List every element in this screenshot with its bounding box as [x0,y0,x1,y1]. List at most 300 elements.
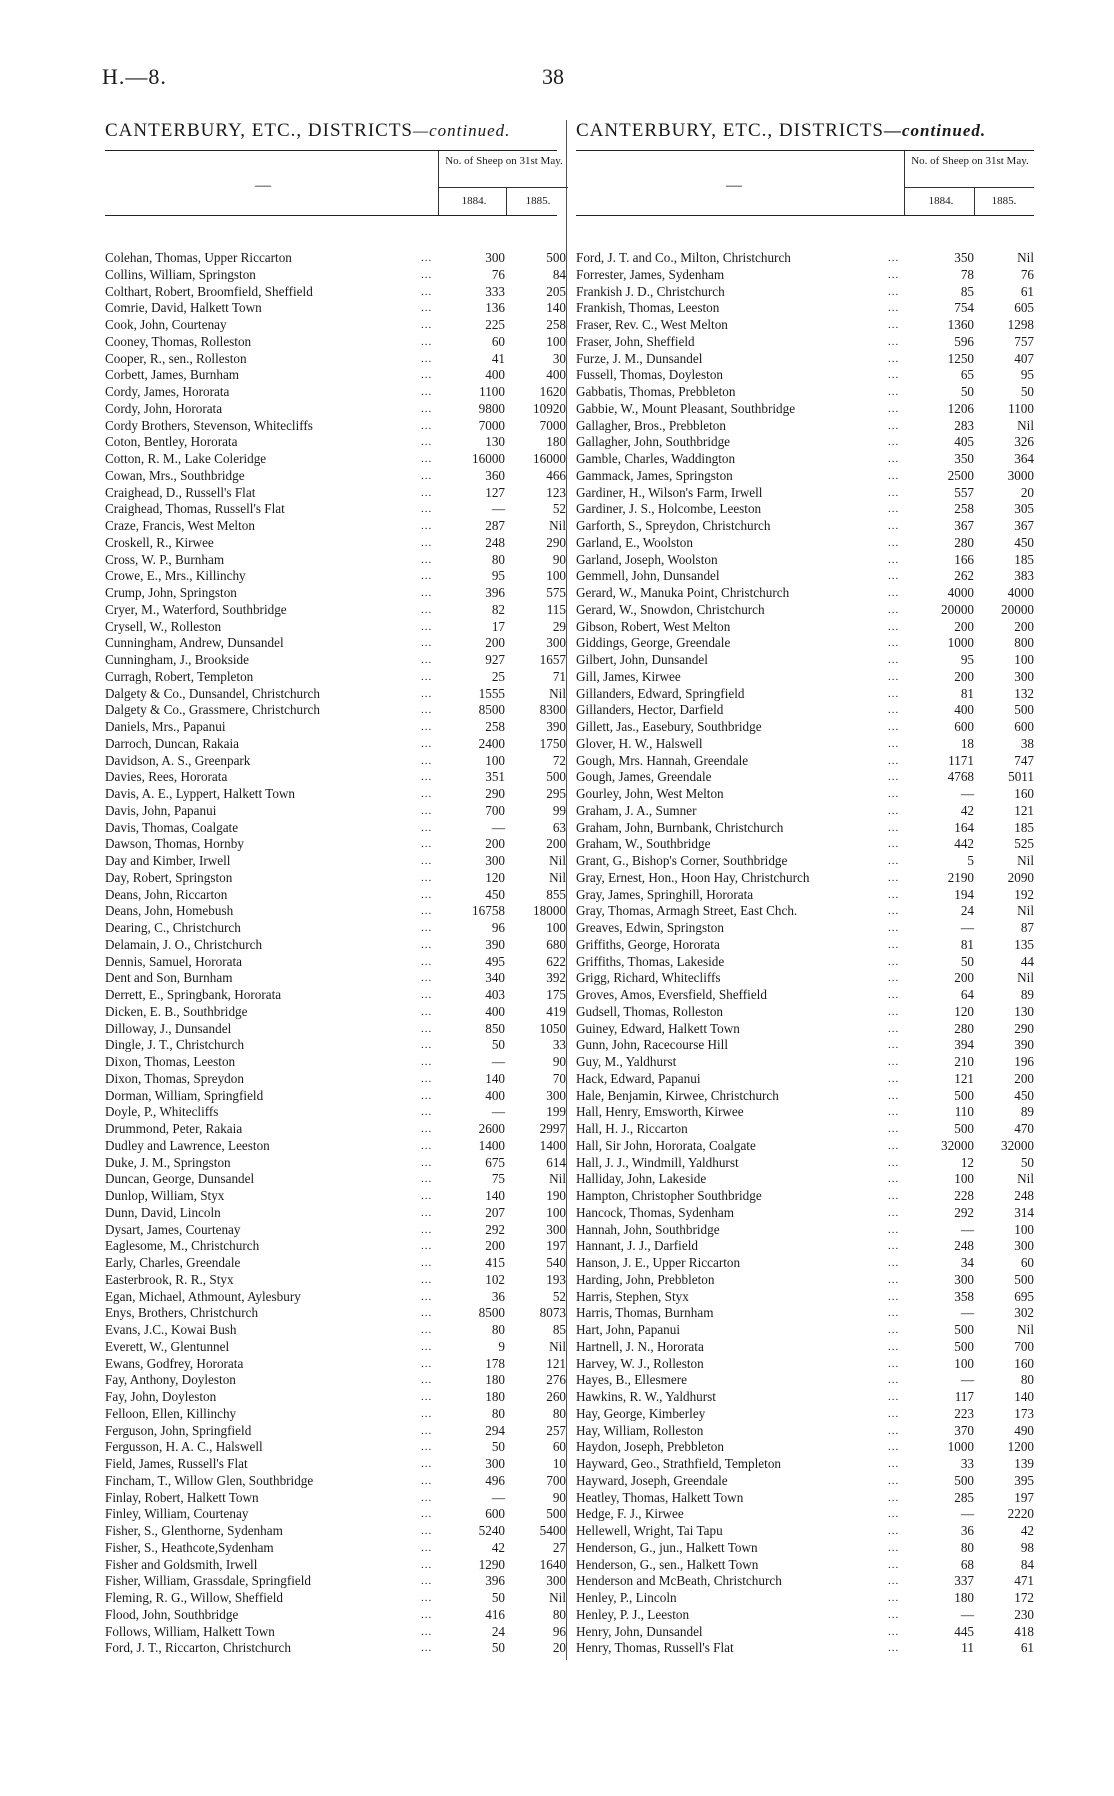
leader-dots: ... [888,637,900,650]
table-row [105,869,566,887]
table-row [105,501,566,518]
table-row [105,1489,566,1507]
sheep-1885: 197 [1014,1489,1034,1505]
sheep-1884: 50 [491,1640,505,1656]
year-1885-heading: 1885. [991,195,1017,207]
sheep-1885: 98 [1020,1539,1034,1555]
sheep-1885: 500 [546,250,566,265]
sheep-1885: 100 [546,1204,566,1220]
sheep-1885: 70 [552,1070,566,1086]
sheep-1885: Nil [549,1171,566,1187]
leader-dots: ... [421,503,433,516]
sheep-1884: — [960,1221,974,1237]
sheep-1885: Nil [549,853,566,868]
table-row [576,1255,1034,1272]
sheep-1884: 25 [491,668,505,684]
sheep-1885: 230 [1014,1606,1034,1622]
sheep-1884: 50 [960,384,974,399]
leader-dots: ... [421,252,433,264]
leader-dots: ... [421,1005,433,1018]
sheep-1884: 200 [954,970,974,986]
table-row [576,418,1034,435]
leader-dots: ... [888,804,900,817]
sheep-1885: 205 [546,283,566,299]
farmer-name: Coton, Bentley, Hororata [105,434,238,450]
sheep-1885: 185 [1014,819,1034,835]
table-row [576,1071,1034,1088]
sheep-1885: 700 [1014,1338,1034,1354]
leader-dots: ... [888,536,900,549]
year-1884-heading: 1884. [928,195,954,207]
table-row [105,1590,566,1607]
table-row [576,1523,1034,1540]
table-row [105,970,566,987]
table-row [105,1104,566,1121]
sheep-1885: 300 [546,1221,566,1237]
leader-dots: ... [888,369,900,382]
sheep-1885: 96 [552,1623,566,1639]
sheep-1885: Nil [1017,1171,1034,1187]
leader-dots: ... [888,1173,900,1186]
leader-dots: ... [421,1508,433,1521]
table-row [576,669,1034,686]
sheep-1884: 140 [485,1070,505,1086]
leader-dots: ... [888,285,900,298]
sheep-1884: 294 [485,1422,505,1438]
table-row [576,719,1034,736]
leader-dots: ... [421,704,433,717]
sheep-1885: 33 [552,1037,566,1053]
leader-dots: ... [888,821,900,834]
leader-dots: ... [421,402,433,415]
sheep-1884: 50 [960,953,974,969]
sheep-1884: 1290 [478,1556,505,1572]
leader-dots: ... [888,1458,900,1470]
leader-dots: ... [888,905,900,918]
leader-dots: ... [888,386,900,398]
farmer-name: Dixon, Thomas, Leeston [105,1054,236,1069]
leader-dots: ... [421,553,433,566]
sheep-1885: 300 [1014,1238,1034,1254]
sheep-1884: 1206 [947,400,974,416]
sheep-1884: 81 [960,685,974,701]
farmer-name: Fisher, S., Glenthorne, Sydenham [105,1523,283,1538]
leader-dots: ... [421,955,433,968]
table-row [576,1138,1034,1155]
sheep-1885: 175 [546,987,566,1002]
table-row [576,803,1034,820]
farmer-name: Dorman, William, Springfield [105,1087,264,1103]
sheep-1884: 300 [954,1271,974,1287]
leader-dots: ... [888,1156,900,1169]
leader-dots: ... [421,989,433,1001]
sheep-1885: 89 [1020,1104,1034,1120]
farmer-name: Hack, Edward, Papanui [576,1070,701,1086]
table-row [576,1188,1034,1205]
farmer-name: Dysart, James, Courtenay [105,1221,241,1237]
sheep-1885: 450 [1014,1087,1034,1103]
sheep-1884: 95 [960,652,974,667]
leader-dots: ... [888,1558,900,1571]
sheep-1884: 367 [954,518,974,533]
farmer-name: Crowe, E., Mrs., Killinchy [105,568,246,584]
table-row [105,317,566,334]
sheep-1884: 290 [485,786,505,801]
table-row [576,853,1034,870]
table-row [105,1405,566,1423]
sheep-1884: 110 [954,1104,974,1120]
farmer-name: Cooper, R., sen., Rolleston [105,350,247,366]
farmer-name: Hart, John, Papanui [576,1322,681,1337]
sheep-1885: 80 [552,1606,566,1622]
leader-dots: ... [421,603,433,616]
sheep-1884: 36 [491,1288,505,1304]
farmer-name: Dent and Son, Burnham [105,970,233,986]
table-row [105,1439,566,1456]
sheep-1885: 192 [1014,886,1034,902]
sheep-1885: 305 [1014,501,1034,517]
leader-dots: ... [421,855,433,867]
leader-dots: ... [421,1022,433,1035]
sheep-1885: 395 [1014,1472,1034,1488]
farmer-name: Drummond, Peter, Rakaia [105,1121,243,1136]
leader-dots: ... [888,469,900,482]
farmer-name: Crump, John, Springston [105,585,237,600]
sheep-1885: 500 [1014,702,1034,718]
leader-dots: ... [888,587,900,599]
farmer-name: Dalgety & Co., Dunsandel, Christchurch [105,685,320,701]
farmer-name: Hall, Henry, Emsworth, Kirwee [576,1104,744,1120]
farmer-name: Hanson, J. E., Upper Riccarton [576,1255,741,1270]
sheep-1885: 500 [1014,1271,1034,1287]
left-rows [105,250,566,1657]
leader-dots: ... [888,1223,900,1236]
table-row [105,987,566,1004]
sheep-1884: 200 [485,836,505,852]
sheep-1885: 29 [552,618,566,634]
leader-dots: ... [421,469,433,482]
sheep-1884: 1000 [947,635,974,651]
sheep-1885: Nil [549,685,566,701]
sheep-1884: 180 [485,1389,505,1404]
sheep-1885: 52 [552,1288,566,1304]
farmer-name: Corbett, James, Burnham [105,367,240,383]
table-row [105,1037,566,1054]
sheep-1884: 400 [485,367,505,383]
leader-dots: ... [421,1139,433,1152]
leader-dots: ... [421,687,433,700]
sheep-1885: 1640 [539,1556,566,1572]
sheep-1884: 117 [954,1389,974,1404]
sheep-1885: 300 [546,1087,566,1103]
farmer-name: Frankish J. D., Christchurch [576,283,725,299]
sheep-1885: 140 [1014,1389,1034,1404]
table-row [105,735,566,753]
table-row [105,819,566,837]
sheep-1885: 100 [1014,1221,1034,1237]
sheep-1884: 450 [485,886,505,902]
table-row [576,1590,1034,1607]
farmer-name: Cordy, John, Hororata [105,400,223,416]
table-row [576,1356,1034,1373]
sheep-1884: 370 [954,1422,974,1438]
farmer-name: Follows, William, Halkett Town [105,1623,275,1639]
sheep-1885: 50 [1020,1154,1034,1170]
farmer-name: Finley, William, Courtenay [105,1506,249,1522]
sheep-1885: 84 [1020,1556,1034,1572]
sheep-1885: 757 [1014,333,1034,349]
table-row [576,250,1034,267]
table-row [105,1121,566,1138]
left-table-header [105,150,563,216]
table-row [576,887,1034,904]
leader-dots: ... [421,1123,433,1135]
sheep-1884: 100 [485,752,505,768]
farmer-name: Griffiths, George, Hororata [576,936,720,952]
sheep-1885: 61 [1020,1640,1034,1656]
table-row [576,1037,1034,1054]
sheep-1885: 84 [552,266,566,282]
leader-dots: ... [888,838,900,851]
farmer-name: Finlay, Robert, Halkett Town [105,1489,259,1505]
sheep-1885: 87 [1020,920,1034,935]
leader-dots: ... [421,302,433,315]
sheep-1884: 85 [960,283,974,299]
farmer-name: Early, Charles, Greendale [105,1255,241,1270]
sheep-1885: 38 [1020,735,1034,751]
table-row [576,702,1034,719]
sheep-1884: 2190 [947,869,974,885]
sheep-1885: 276 [546,1372,566,1388]
sheep-1884: 80 [491,1405,505,1421]
sheep-1884: 1100 [479,384,505,399]
sheep-1885: 100 [546,568,566,584]
table-row [576,1272,1034,1289]
sheep-1884: 42 [491,1539,505,1555]
sheep-1884: 80 [491,551,505,567]
sheep-1885: 5400 [539,1523,566,1538]
leader-dots: ... [888,1039,900,1052]
table-row [105,652,566,669]
table-row [105,551,566,569]
sheep-1884: 1171 [948,752,974,768]
farmer-name: Guy, M., Yaldhurst [576,1054,677,1069]
farmer-name: Harvey, W. J., Rolleston [576,1355,704,1371]
sheep-1885: 248 [1014,1188,1034,1203]
farmer-name: Fisher, William, Grassdale, Springfield [105,1573,312,1589]
table-row [105,1640,566,1657]
farmer-name: Gourley, John, West Melton [576,786,724,801]
sheep-1885: 7000 [539,417,566,433]
table-row [105,1204,566,1222]
leader-dots: ... [421,386,433,398]
leader-dots: ... [888,1608,900,1621]
leader-dots: ... [421,1307,433,1320]
sheep-1884: 360 [485,467,505,483]
farmer-name: Cowan, Mrs., Southbridge [105,467,245,483]
table-row [576,1054,1034,1071]
sheep-1884: 100 [954,1171,974,1187]
table-row [576,652,1034,669]
sheep-1884: 300 [485,1456,505,1471]
table-row [576,1423,1034,1440]
sheep-1885: Nil [549,1338,566,1354]
farmer-name: Graham, J. A., Sumner [576,802,697,818]
leader-dots: ... [421,1072,433,1085]
sheep-1884: 140 [485,1188,505,1203]
farmer-name: Hay, George, Kimberley [576,1405,706,1421]
sheep-1885: 300 [546,635,566,651]
sheep-1884: 258 [485,719,505,734]
farmer-name: Giddings, George, Greendale [576,635,731,651]
sheep-1884: 283 [954,417,974,433]
farmer-name: Deans, John, Homebush [105,903,234,919]
farmer-name: Gray, Thomas, Armagh Street, East Chch. [576,903,798,919]
sheep-1885: 2220 [1007,1506,1034,1522]
leader-dots: ... [421,972,433,985]
leader-dots: ... [888,1022,900,1035]
farmer-name: Craighead, Thomas, Russell's Flat [105,501,285,517]
table-row [105,283,566,301]
farmer-name: Comrie, David, Halkett Town [105,300,262,316]
farmer-name: Henley, P., Lincoln [576,1590,677,1605]
sheep-1885: 72 [552,752,566,768]
farmer-name: Dingle, J. T., Christchurch [105,1037,245,1053]
table-row [576,635,1034,652]
table-row [105,719,566,736]
sheep-1884: — [491,501,505,517]
sheep-1885: 471 [1014,1573,1034,1589]
farmer-name: Felloon, Ellen, Killinchy [105,1405,237,1421]
sheep-1884: 78 [960,266,974,282]
sheep-1884: 207 [485,1204,505,1220]
table-row [576,1171,1034,1188]
leader-dots: ... [888,1106,900,1119]
sheep-1885: 257 [546,1422,566,1438]
table-row [105,936,566,954]
table-row [105,568,566,585]
sheep-1885: 185 [1014,551,1034,567]
sheep-1885: 2090 [1007,869,1034,885]
sheep-1885: 622 [546,953,566,969]
table-row [105,1372,566,1389]
leader-dots: ... [421,1458,433,1470]
table-row [105,853,566,870]
sheep-1884: 596 [954,333,974,349]
leader-dots: ... [421,1039,433,1052]
sheep-1884: 166 [954,551,974,567]
table-row [576,1238,1034,1255]
sheep-1885: 90 [552,1054,566,1069]
leader-dots: ... [421,1592,433,1604]
farmer-name: Hayward, Joseph, Greendale [576,1472,728,1488]
table-row [576,786,1034,803]
table-row [576,568,1034,585]
sheep-1884: 2500 [947,467,974,483]
sheep-1885: 5011 [1008,769,1034,785]
leader-dots: ... [888,871,900,884]
leader-dots: ... [888,1005,900,1018]
sheep-1884: 9800 [478,400,505,416]
farmer-name: Haydon, Joseph, Prebbleton [576,1439,724,1455]
table-row [576,1104,1034,1121]
sheep-1884: — [491,1489,505,1505]
sheep-1884: 300 [485,853,505,868]
sheep-1884: 358 [954,1288,974,1304]
sheep-1884: 200 [485,635,505,651]
leader-dots: ... [888,335,900,348]
sheep-1884: 17 [491,618,505,634]
sheep-1885: 30 [552,350,566,366]
table-row [105,601,566,619]
farmer-name: Dunn, David, Lincoln [105,1204,221,1220]
sheep-1885: 100 [546,920,566,935]
farmer-name: Cooney, Thomas, Rolleston [105,333,252,349]
farmer-name: Henderson, G., sen., Halkett Town [576,1556,759,1572]
leader-dots: ... [421,1541,433,1554]
table-row [576,987,1034,1004]
farmer-name: Fleming, R. G., Willow, Sheffield [105,1590,283,1605]
sheep-1885: 8073 [539,1305,566,1321]
table-row [576,468,1034,485]
leader-dots: ... [421,905,433,918]
farmer-name: Doyle, P., Whitecliffs [105,1104,219,1120]
sheep-1885: 400 [546,367,566,383]
table-row [105,903,566,920]
sheep-1884: 927 [485,652,505,667]
sheep-1884: 8500 [478,1305,505,1321]
farmer-name: Cordy Brothers, Stevenson, Whitecliffs [105,417,313,433]
table-row [576,1406,1034,1423]
leader-dots: ... [421,1575,433,1588]
sheep-1884: 24 [491,1623,505,1639]
leader-dots: ... [888,704,900,717]
farmer-name: Harris, Stephen, Styx [576,1288,689,1304]
farmer-name: Dixon, Thomas, Spreydon [105,1070,244,1086]
table-row [105,1288,566,1306]
table-row [105,484,566,502]
table-row [105,769,566,786]
sheep-1884: 700 [485,802,505,818]
table-row [576,1557,1034,1574]
sheep-1884: 60 [491,333,505,349]
leader-dots: ... [421,419,433,432]
sheep-1885: Nil [1017,970,1034,986]
leader-dots: ... [421,1424,433,1437]
leader-dots: ... [421,1190,433,1202]
table-row [105,1221,566,1239]
farmer-name: Gill, James, Kirwee [576,668,681,684]
leader-dots: ... [888,486,900,499]
table-row [576,1121,1034,1138]
sheep-1884: 50 [491,1590,505,1605]
table-row [576,501,1034,518]
table-row [576,1021,1034,1038]
farmer-name: Colehan, Thomas, Upper Riccarton [105,250,292,265]
leader-dots: ... [421,821,433,834]
leader-dots: ... [888,721,900,733]
right-table [576,120,1034,1657]
sheep-1884: 16758 [472,903,505,919]
sheep-1884: 2400 [478,735,505,751]
farmer-name: Gunn, John, Racecourse Hill [576,1037,728,1053]
sheep-1885: Nil [1017,853,1034,868]
sheep-1884: 754 [954,300,974,316]
sheep-1885: 50 [1020,384,1034,399]
farmer-name: Henry, Thomas, Russell's Flat [576,1640,734,1656]
leader-dots: ... [888,252,900,264]
sheep-1884: 50 [491,1439,505,1455]
